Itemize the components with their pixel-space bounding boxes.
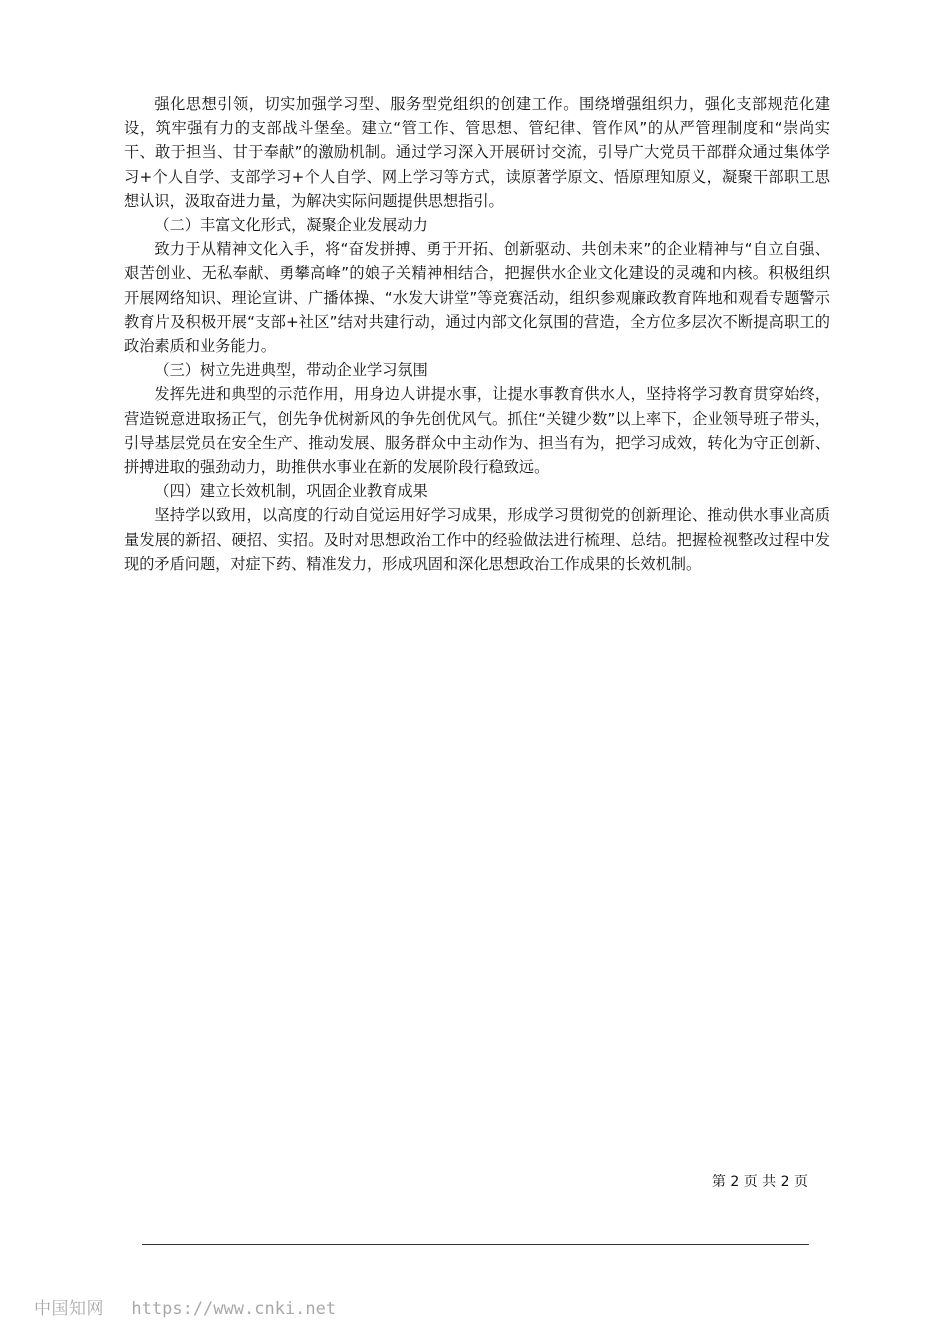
section-heading: （四）建立长效机制，巩固企业教育成果 (154, 482, 428, 501)
watermark-brand: 中国知网 (34, 1299, 104, 1319)
body-paragraph: 强化思想引领，切实加强学习型、服务型党组织的创建工作。围绕增强组织力，强化支部规范化建设，筑牢强有力的支部战斗堡垒。建立“管工作、管思想、管纪律、管作风”的从严管理制度和“崇尚实干、敢于担当、甘于奉献”的激励机制。通过学习深入开展研讨交流，引导广大党员干部群众通过集体学习+个人自学、支部学习+个人自学、网上学习等方式，读原著学原文、悟原理知原义，凝聚干部职工思想认识，汲取奋进力量，为解决实际问题提供思想指引。 (124, 95, 830, 210)
document-body (124, 92, 830, 576)
source-watermark (34, 1294, 336, 1319)
watermark-url: https://www.cnki.net (131, 1299, 337, 1319)
section-heading: （二）丰富文化形式，凝聚企业发展动力 (154, 216, 428, 235)
footer-divider (142, 1244, 809, 1245)
body-paragraph: 发挥先进和典型的示范作用，用身边人讲提水事，让提水事教育供水人，坚持将学习教育贯穿始终，营造锐意进取扬正气，创先争优树新风的争先创优风气。抓住“关键少数”以上率下，企业领导班子带头，引导基层党员在安全生产、推动发展、服务群众中主动作为、担当有为，把学习成效，转化为守正创新、拼搏进取的强劲动力，助推供水事业在新的发展阶段行稳致远。 (124, 385, 830, 477)
section-heading: （三）树立先进典型，带动企业学习氛围 (154, 361, 428, 380)
page-number: 第 2 页 共 2 页 (711, 1174, 808, 1190)
body-paragraph: 致力于从精神文化入手，将“奋发拼搏、勇于开拓、创新驱动、共创未来”的企业精神与“自立自强、艰苦创业、无私奉献、勇攀高峰”的娘子关精神相结合，把握供水企业文化建设的灵魂和内核。积极组织开展网络知识、理论宣讲、广播体操、“水发大讲堂”等竞赛活动，组织参观廉政教育阵地和观看专题警示教育片及积极开展“支部+社区”结对共建行动，通过内部文化氛围的营造，全方位多层次不断提高职工的政治素质和业务能力。 (124, 240, 830, 356)
body-paragraph: 坚持学以致用，以高度的行动自觉运用好学习成果，形成学习贯彻党的创新理论、推动供水事业高质量发展的新招、硬招、实招。及时对思想政治工作中的经验做法进行梳理、总结。把握检视整改过程中发现的矛盾问题，对症下药、精准发力，形成巩固和深化思想政治工作成果的长效机制。 (124, 506, 830, 573)
